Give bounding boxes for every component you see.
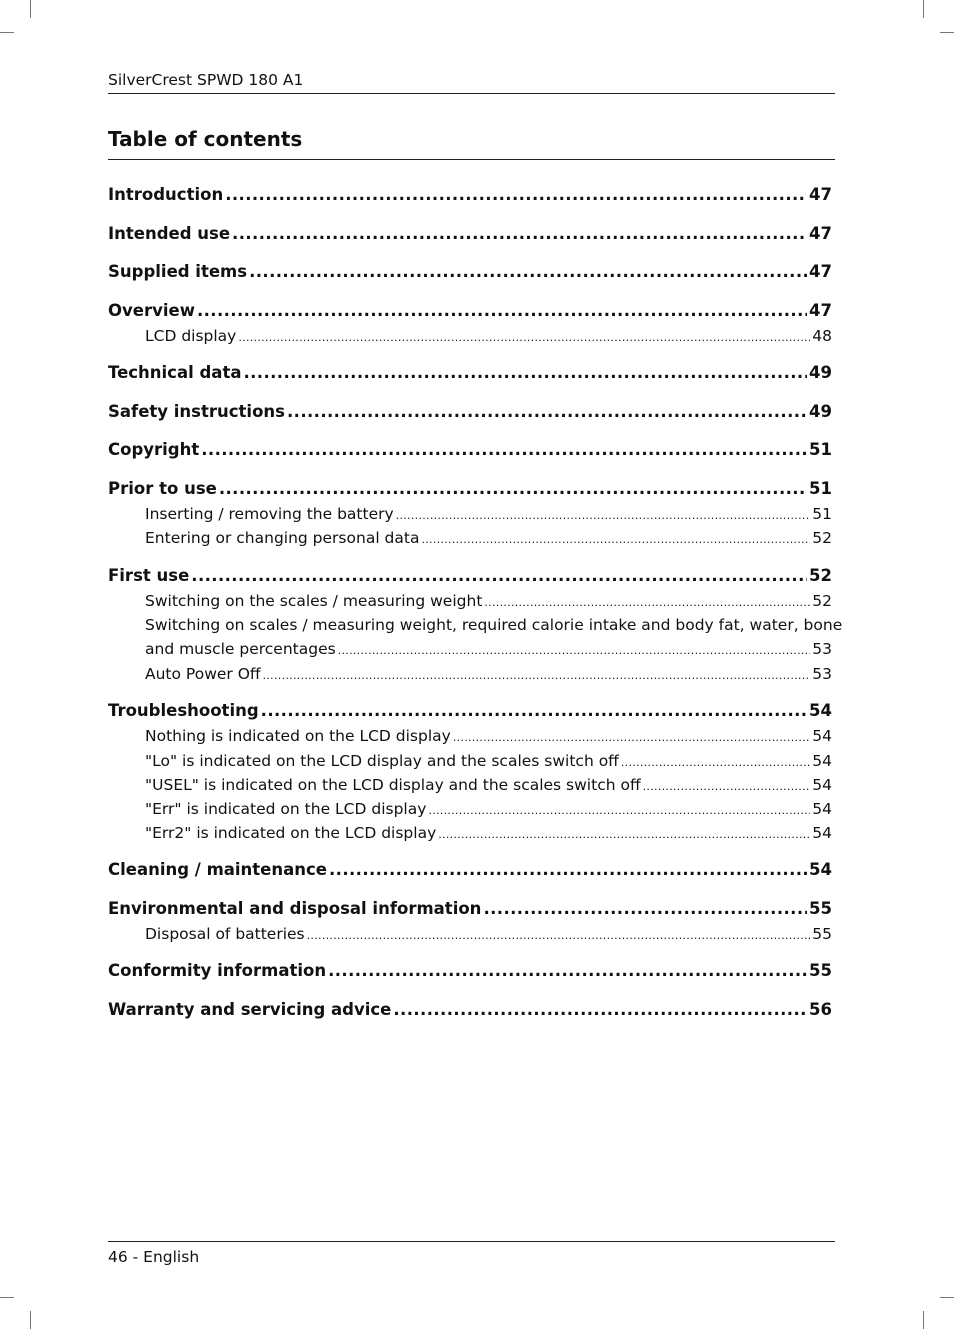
toc-subentry[interactable]	[108, 324, 832, 348]
dot-leader	[307, 922, 811, 948]
toc-subentry[interactable]	[108, 797, 832, 821]
dot-leader	[484, 589, 810, 615]
toc-page-number: 52	[812, 529, 832, 548]
product-name: SilverCrest SPWD 180 A1	[108, 71, 304, 89]
page-number-label: 46 - English	[108, 1248, 200, 1266]
crop-mark	[940, 1297, 954, 1298]
dot-leader	[453, 724, 810, 750]
toc-page-number: 51	[809, 440, 832, 460]
dot-leader	[643, 773, 811, 799]
toc-entry-title: Nothing is indicated on the LCD display	[145, 727, 451, 746]
toc-entry-title: Intended use	[108, 223, 231, 243]
toc-subentry[interactable]	[108, 526, 832, 550]
toc-entry-title: "Lo" is indicated on the LCD display and the scales switch off	[145, 751, 619, 770]
toc-page-number: 47	[809, 262, 832, 281]
toc-entry-title: Safety instructions	[108, 401, 285, 421]
dot-leader	[621, 749, 810, 775]
toc-page-number: 51	[809, 478, 832, 498]
toc-page-number: 47	[809, 223, 832, 243]
toc-page-number: 49	[809, 401, 832, 421]
toc-page-number: 47	[809, 300, 832, 320]
toc-page-number: 54	[812, 799, 832, 818]
dot-leader	[421, 526, 810, 552]
toc-entry[interactable]	[108, 991, 832, 1030]
toc-page-number: 54	[812, 727, 832, 746]
table-of-contents	[108, 176, 843, 1029]
crop-mark	[923, 0, 924, 18]
toc-entry[interactable]	[108, 215, 832, 254]
toc-page-number: 54	[812, 824, 832, 843]
toc-subentry[interactable]	[108, 724, 832, 748]
toc-entry[interactable]	[108, 354, 832, 393]
crop-mark	[0, 32, 14, 33]
toc-entry[interactable]	[108, 431, 832, 470]
toc-page-number: 52	[809, 565, 832, 585]
dot-leader	[393, 991, 807, 1029]
toc-page-number: 53	[812, 640, 832, 659]
toc-page-number: 54	[809, 700, 832, 720]
toc-entry-title: Conformity information	[108, 961, 327, 981]
toc-entry-title: "USEL" is indicated on the LCD display and the scales switch off	[145, 775, 641, 794]
toc-page-number: 55	[812, 925, 832, 944]
toc-page-number: 51	[812, 505, 832, 524]
toc-page-number: 48	[812, 327, 832, 345]
toc-entry[interactable]	[108, 393, 832, 432]
toc-subentry[interactable]	[108, 821, 832, 845]
crop-mark	[30, 1311, 31, 1329]
toc-subentry[interactable]	[108, 613, 843, 661]
toc-entry-title: Troubleshooting	[108, 700, 259, 720]
toc-entry-title: Cleaning / maintenance	[108, 860, 327, 880]
toc-page-number: 54	[812, 751, 832, 770]
page-footer	[108, 1241, 835, 1267]
toc-entry-title: Switching on scales / measuring weight, required calorie intake and body fat, water, bone	[145, 616, 843, 635]
toc-page-number: 56	[809, 999, 832, 1019]
toc-entry-title: Supplied items	[108, 262, 248, 281]
toc-entry-title: "Err2" is indicated on the LCD display	[145, 824, 437, 843]
toc-subentry[interactable]	[108, 662, 832, 686]
toc-page-number: 47	[809, 185, 832, 204]
toc-page-number: 54	[809, 860, 832, 880]
page-header	[108, 70, 835, 94]
toc-entry-title: Overview	[108, 300, 195, 320]
dot-leader	[263, 662, 811, 688]
dot-leader	[438, 821, 810, 847]
dot-leader	[201, 431, 807, 469]
toc-entry-title: Inserting / removing the battery	[145, 505, 394, 524]
toc-page-number: 49	[809, 363, 832, 383]
dot-leader	[287, 393, 807, 431]
dot-leader	[232, 215, 807, 253]
toc-subentry[interactable]	[108, 589, 832, 613]
toc-entry-title: Technical data	[108, 363, 242, 383]
dot-leader	[329, 851, 807, 889]
toc-page-number: 54	[812, 775, 832, 794]
toc-entry-title-continued: and muscle percentages	[145, 640, 336, 659]
toc-entry-title: Auto Power Off	[145, 664, 261, 683]
toc-entry-title: Switching on the scales / measuring weight	[145, 592, 483, 611]
toc-subentry[interactable]	[108, 773, 832, 797]
toc-entry-title: Disposal of batteries	[145, 925, 305, 944]
toc-entry-title: Introduction	[108, 185, 224, 204]
dot-leader	[243, 354, 807, 392]
toc-entry-title: Environmental and disposal information	[108, 898, 482, 918]
toc-entry-title: Copyright	[108, 440, 200, 460]
toc-subentry[interactable]	[108, 502, 832, 526]
toc-page-number: 52	[812, 592, 832, 611]
toc-entry-title: "Err" is indicated on the LCD display	[145, 799, 427, 818]
crop-mark	[0, 1297, 14, 1298]
toc-subentry[interactable]	[108, 749, 832, 773]
crop-mark	[923, 1311, 924, 1329]
dot-leader	[396, 502, 811, 528]
toc-entry[interactable]	[108, 176, 832, 215]
toc-entry-title: Prior to use	[108, 478, 217, 498]
dot-leader	[338, 637, 811, 663]
dot-leader	[428, 797, 810, 823]
page-title: Table of contents	[108, 124, 835, 160]
toc-page-number: 55	[809, 961, 832, 981]
toc-entry[interactable]	[108, 952, 832, 991]
dot-leader	[328, 952, 807, 990]
toc-entry-title: First use	[108, 565, 190, 585]
crop-mark	[30, 0, 31, 18]
toc-entry-title: LCD display	[145, 327, 237, 345]
toc-entry[interactable]	[108, 253, 832, 292]
toc-page-number: 53	[812, 664, 832, 683]
toc-subentry[interactable]	[108, 922, 832, 946]
toc-entry-title: Entering or changing personal data	[145, 529, 420, 548]
dot-leader	[225, 176, 807, 214]
toc-entry-title: Warranty and servicing advice	[108, 999, 392, 1019]
dot-leader	[249, 253, 807, 291]
toc-page-number: 55	[809, 898, 832, 918]
toc-entry[interactable]	[108, 851, 832, 890]
dot-leader	[238, 324, 810, 350]
crop-mark	[940, 32, 954, 33]
